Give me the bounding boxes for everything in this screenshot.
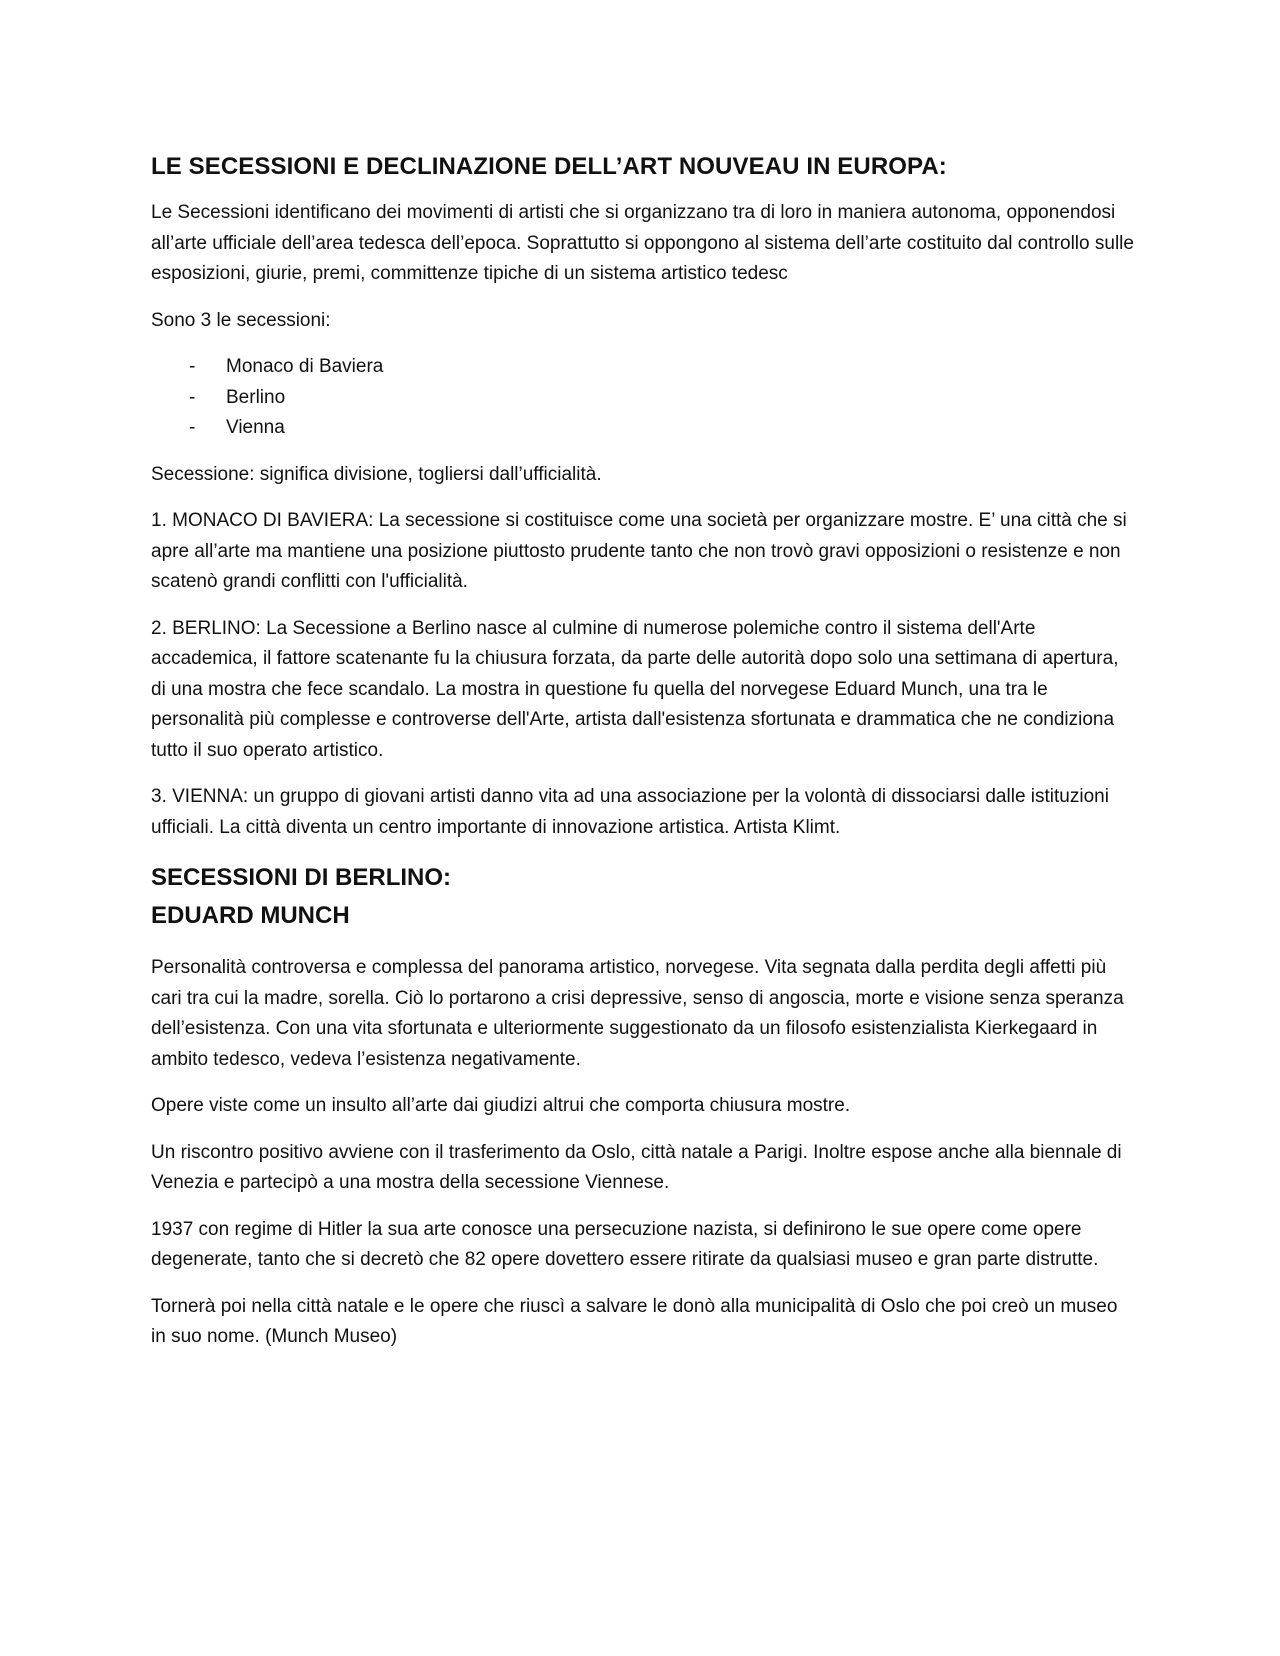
list-item (151, 413, 1136, 444)
document-title: LE SECESSIONI E DECLINAZIONE DELL’ART NOUVEAU IN EUROPA: (151, 153, 947, 180)
monaco-paragraph: 1. MONACO DI BAVIERA: La secessione si costituisce come una società per organizzare mostre. E’ una città che si apre all’arte ma mantiene una posizione piuttosto prudente tanto che non trovò gravi opposizioni o resistenze e non scatenò grandi conflitti con l'ufficialità. (151, 510, 1127, 592)
secessions-list (151, 352, 1136, 444)
section-title (151, 859, 1136, 935)
list-item-label: Vienna (226, 417, 285, 438)
munch-paragraph: Opere viste come un insulto all’arte dai giudizi altrui che comporta chiusura mostre. (151, 1095, 851, 1116)
list-dash: - (189, 386, 196, 408)
list-item-label: Berlino (226, 386, 286, 408)
list-item-label: Monaco di Baviera (226, 356, 384, 377)
munch-paragraph: Tornerà poi nella città natale e le opere che riuscì a salvare le donò alla municipalità di Oslo che poi creò un museo in suo nome. (Munch Museo) (151, 1295, 1118, 1347)
list-item (151, 352, 1136, 383)
list-dash: - (189, 417, 196, 438)
munch-paragraph: Un riscontro positivo avviene con il trasferimento da Oslo, città natale a Parigi. Inoltre espose anche alla biennale di Venezia e partecipò a una mostra della secessione Viennese. (151, 1141, 1122, 1193)
munch-paragraph: 1937 con regime di Hitler la sua arte conosce una persecuzione nazista, si definirono le sue opere come opere degenerate, tanto che si decretò che 82 opere dovettero essere ritirate da qualsiasi museo e gran parte distrutte. (151, 1218, 1099, 1270)
list-item (151, 383, 1136, 414)
berlino-paragraph: 2. BERLINO: La Secessione a Berlino nasce al culmine di numerose polemiche contro il sistema dell'Arte accademica, il fattore scatenante fu la chiusura forzata, da parte delle autorità dopo solo una settimana di apertura, di una mostra che fece scandalo. La mostra in questione fu quella del norvegese Eduard Munch, una tra le personalità più complesse e controverse dell'Arte, artista dall'esistenza sfortunata e drammatica che ne condiziona tutto il suo operato artistico. (151, 617, 1119, 761)
document-page (151, 150, 1136, 1369)
munch-paragraph: Personalità controversa e complessa del panorama artistico, norvegese. Vita segnata dalla perdita degli affetti più cari tra cui la madre, sorella. Ciò lo portarono a crisi depressive, senso di angoscia, morte e visione senza speranza dell’esistenza. Con una vita sfortunata e ulteriormente suggestionato da un filosofo esistenzialista Kierkegaard in ambito tedesco, vedeva l’esistenza negativamente. (151, 957, 1124, 1070)
section-title-line2: EDUARD MUNCH (151, 902, 350, 929)
list-dash: - (189, 356, 196, 377)
section-title-line1: SECESSIONI DI BERLINO: (151, 864, 452, 891)
count-line: Sono 3 le secessioni: (151, 309, 331, 331)
definition-paragraph: Secessione: significa divisione, togliersi dall’ufficialità. (151, 463, 602, 485)
vienna-paragraph: 3. VIENNA: un gruppo di giovani artisti danno vita ad una associazione per la volontà di dissociarsi dalle istituzioni ufficiali. La città diventa un centro importante di innovazione artistica. Artista Klimt. (151, 786, 1109, 838)
intro-paragraph: Le Secessioni identificano dei movimenti di artisti che si organizzano tra di loro in maniera autonoma, opponendosi all’arte ufficiale dell’area tedesca dell’epoca. Soprattutto si oppongono al sistema dell’arte costituito dal controllo sulle esposizioni, giurie, premi, committenze tipiche di un sistema artistico tedesc (151, 202, 1134, 284)
